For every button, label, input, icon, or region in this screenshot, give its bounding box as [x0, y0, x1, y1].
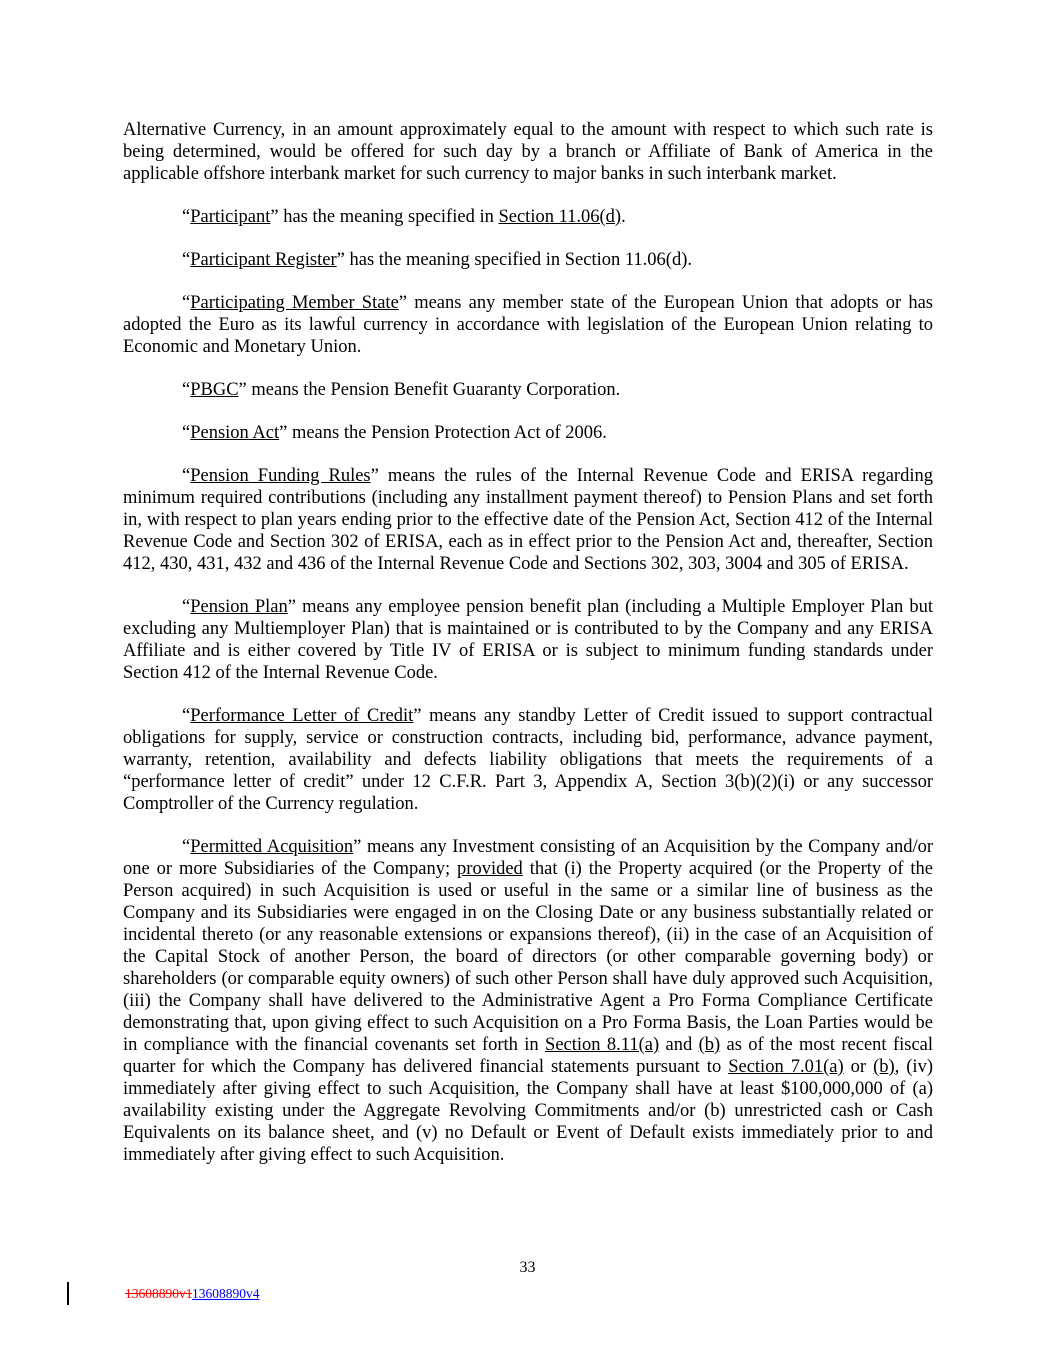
revision-change-bar — [67, 1282, 69, 1305]
text-run: ” means the rules of the Internal Revenue Code and ERISA regarding minimum required contributions (including any installment payment thereof) to Pension Plans and set forth in, with respect to plan years ending prior to the effective date of the Pension Act, Section 412 of the Internal Revenue Code and Section 302 of ERISA, each as in effect prior to the Pension Act and, thereafter, Section 412, 430, 431, 432 and 436 of the Internal Revenue Code and Sections 302, 303, 3004 and 305 of ERISA. — [123, 466, 933, 574]
page-number: 33 — [519, 1259, 536, 1276]
paragraph — [123, 596, 933, 684]
paragraph — [123, 206, 933, 228]
text-run: and — [659, 1035, 699, 1055]
paragraph — [123, 705, 933, 815]
text-run: ” has the meaning specified in — [270, 207, 499, 227]
footer — [0, 1285, 1055, 1303]
underlined-term: Section 8.11(a) — [545, 1035, 660, 1055]
underlined-term: Section 7.01(a) — [728, 1057, 844, 1077]
text-run: ” means any employee pension benefit plan (including a Multiple Employer Plan but excluding any Multiemployer Plan) that is maintained or is contributed to by the Company and any ERISA Affiliate and is either covered by Title IV of ERISA or is subject to minimum funding standards under Section 412 of the Internal Revenue Code. — [123, 597, 933, 683]
text-run: ” means any standby Letter of Credit issued to support contractual obligations for supply, service or construction contracts, including bid, performance, advance payment, warranty, retention, availability and defects liability obligations that meets the requirements of a “performance letter of credit” under 12 C.F.R. Part 3, Appendix A, Section 3(b)(2)(i) or any successor Comptroller of the Currency regulation. — [123, 706, 933, 814]
underlined-term: Participant — [190, 207, 271, 227]
paragraph — [123, 249, 933, 271]
underlined-term: (b) — [873, 1057, 895, 1077]
text-run: “ — [182, 706, 191, 726]
paragraph — [123, 119, 933, 185]
text-run: ” means the Pension Protection Act of 2006. — [279, 423, 607, 443]
deleted-doc-id: 13608890v1 — [125, 1286, 192, 1301]
underlined-term: PBGC — [190, 380, 239, 400]
text-run: ” has the meaning specified in Section 11.06(d). — [336, 250, 692, 270]
text-run: . — [621, 207, 626, 227]
text-run: or — [843, 1057, 874, 1077]
paragraph — [123, 465, 933, 575]
document-body — [123, 119, 933, 1187]
underlined-term: Participant Register — [190, 250, 337, 270]
underlined-term: Section 11.06(d) — [498, 207, 622, 227]
underlined-term: Pension Funding Rules — [190, 466, 371, 486]
text-run: Alternative Currency, in an amount approximately equal to the amount with respect to which such rate is being determined, would be offered for such day by a branch or Affiliate of Bank of America in the applicable offshore interbank market for such currency to major banks in such interbank market. — [123, 120, 933, 184]
paragraph — [123, 836, 933, 1166]
paragraph — [123, 379, 933, 401]
text-run: “ — [182, 380, 191, 400]
text-run: that (i) the Property acquired (or the Property of the Person acquired) in such Acquisition is used or useful in the same or a similar line of business as the Company and its Subsidiaries were engaged in on the Closing Date or any business substantially related or incidental thereto (or any reasonable extensions or expansions thereof), (ii) in the case of an Acquisition of the Capital Stock of another Person, the board of directors (or other comparable governing body) or shareholders (or comparable equity owners) of such other Person shall have duly approved such Acquisition, (iii) the Company shall have delivered to the Administrative Agent a Pro Forma Compliance Certificate demonstrating that, upon giving effect to such Acquisition on a Pro Forma Basis, the Loan Parties would be in compliance with the financial covenants set forth in — [123, 859, 934, 1055]
underlined-term: Performance Letter of Credit — [190, 706, 414, 726]
underlined-term: provided — [457, 859, 523, 879]
text-run: “ — [182, 466, 191, 486]
text-run: “ — [182, 597, 191, 617]
text-run: ” means any Investment consisting of an Acquisition by the Company and/or one or more Subsidiaries of the Company; — [123, 837, 933, 879]
text-run: “ — [182, 423, 191, 443]
text-run: “ — [182, 293, 191, 313]
text-run: “ — [182, 250, 191, 270]
paragraph — [123, 292, 933, 358]
text-run: “ — [182, 837, 191, 857]
underlined-term: Pension Plan — [190, 597, 288, 617]
underlined-term: (b) — [698, 1035, 721, 1055]
inserted-doc-id: 13608890v4 — [192, 1286, 260, 1301]
text-run: , (iv) immediately after giving effect to such Acquisition, the Company shall have at least $100,000,000 of (a) availability existing under the Aggregate Revolving Commitments and/or (b) unrestricted cash or Cash Equivalents on its balance sheet, and (v) no Default or Event of Default exists immediately prior to and immediately after giving effect to such Acquisition. — [123, 1057, 933, 1165]
paragraph — [123, 422, 933, 444]
text-run: ” means any member state of the European Union that adopts or has adopted the Euro as its lawful currency in accordance with legislation of the European Union relating to Economic and Monetary Union. — [123, 293, 933, 357]
underlined-term: Permitted Acquisition — [190, 837, 354, 857]
text-run: ” means the Pension Benefit Guaranty Corporation. — [238, 380, 621, 400]
underlined-term: Pension Act — [190, 423, 280, 443]
text-run: as of the most recent fiscal quarter for which the Company has delivered financial statements pursuant to — [123, 1035, 934, 1077]
text-run: “ — [182, 207, 191, 227]
underlined-term: Participating Member State — [190, 293, 399, 313]
